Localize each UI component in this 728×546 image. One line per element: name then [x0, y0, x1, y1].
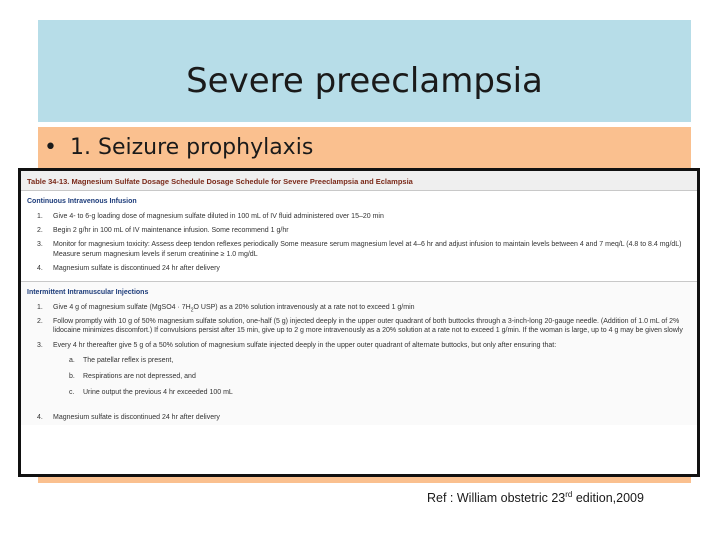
item-number: 4. [37, 264, 43, 272]
sub-item-text: Respirations are not depressed, and [83, 372, 196, 380]
sub-item [21, 385, 697, 401]
table-row [21, 224, 697, 238]
item-number: 2. [37, 318, 43, 326]
bullet-dot-icon: • [44, 135, 57, 160]
sub-item-text: Urine output the previous 4 hr exceeded 100 mL [83, 388, 233, 396]
table-row [21, 315, 697, 338]
item-text: Give 4 g of magnesium sulfate (MgSO4 · $7H_2O$ USP) as a 20% solution intravenously at a rate not to exceed 1 g/min [53, 304, 415, 314]
item-number: 3. [37, 341, 43, 349]
item-text: Every 4 hr thereafter give 5 g of a 50% solution of magnesium sulfate injected deeply in the upper outer quadrant of alternate buttocks, but only after ensuring that: [53, 341, 557, 349]
section-im [21, 282, 697, 425]
table-row [21, 401, 697, 425]
table-row [21, 238, 697, 261]
title-band [38, 20, 691, 122]
item-number: 3. [37, 241, 43, 249]
section-heading-iv: Continuous Intravenous Infusion [27, 198, 137, 205]
table-row [21, 301, 697, 315]
sub-item-letter: b. [69, 372, 75, 380]
item-text: Monitor for magnesium toxicity: Assess deep tendon reflexes periodically Some measure serum magnesium level at 4–6 hr and adjust infusion to maintain levels between 4 and 7 meq/L (4.8 to 8.4 mg/dL) Measure serum magnesium levels if serum creatinine ≥ 1.0 mg/dL [53, 241, 682, 258]
item-text: Follow promptly with 10 g of 50% magnesium sulfate solution, one-half (5 g) injected deeply in the upper outer quadrant of both buttocks through a 3-inch-long 20-gauge needle. (Addition of 1.0 mL of 2% lidocaine minimizes discomfort.) If convulsions persist after 15 min, give up to 2 g more intravenously as a 20% solution at a rate not to exceed 1 g/min. If the woman is large, up to 4 g may be given slowly [53, 318, 683, 335]
item-number: 4. [37, 413, 43, 421]
item-text: Magnesium sulfate is discontinued 24 hr after delivery [53, 264, 220, 272]
table-row [21, 262, 697, 276]
table-title: Table 34-13. Magnesium Sulfate Dosage Schedule Dosage Schedule for Severe Preeclampsia and Eclampsia [21, 171, 697, 191]
item-text: Begin 2 g/hr in 100 mL of IV maintenance infusion. Some recommend 1 g/hr [53, 227, 289, 235]
sub-item [21, 369, 697, 385]
bullet-text: 1. Seizure prophylaxis [70, 135, 314, 160]
table-row [21, 339, 697, 353]
section-heading-im: Intermittent Intramuscular Injections [27, 289, 149, 297]
item-text: Give 4- to 6-g loading dose of magnesium sulfate diluted in 100 mL of IV fluid administered over 15–20 min [53, 213, 384, 220]
sub-item-letter: c. [69, 388, 75, 396]
item-number: 1. [37, 304, 43, 312]
dosage-table [18, 168, 700, 477]
item-number: 2. [37, 227, 43, 235]
slide-title: Severe preeclampsia [186, 61, 543, 101]
sub-item-text: The patellar reflex is present, [83, 356, 174, 364]
sub-item [21, 353, 697, 369]
item-number: 1. [37, 213, 43, 220]
table-row [21, 210, 697, 224]
item-text: Magnesium sulfate is discontinued 24 hr after delivery [53, 413, 220, 421]
reference-citation: Ref : William obstetric 23rd edition,2009 [427, 489, 644, 505]
bullet-item [44, 137, 313, 159]
sub-item-letter: a. [69, 356, 75, 364]
